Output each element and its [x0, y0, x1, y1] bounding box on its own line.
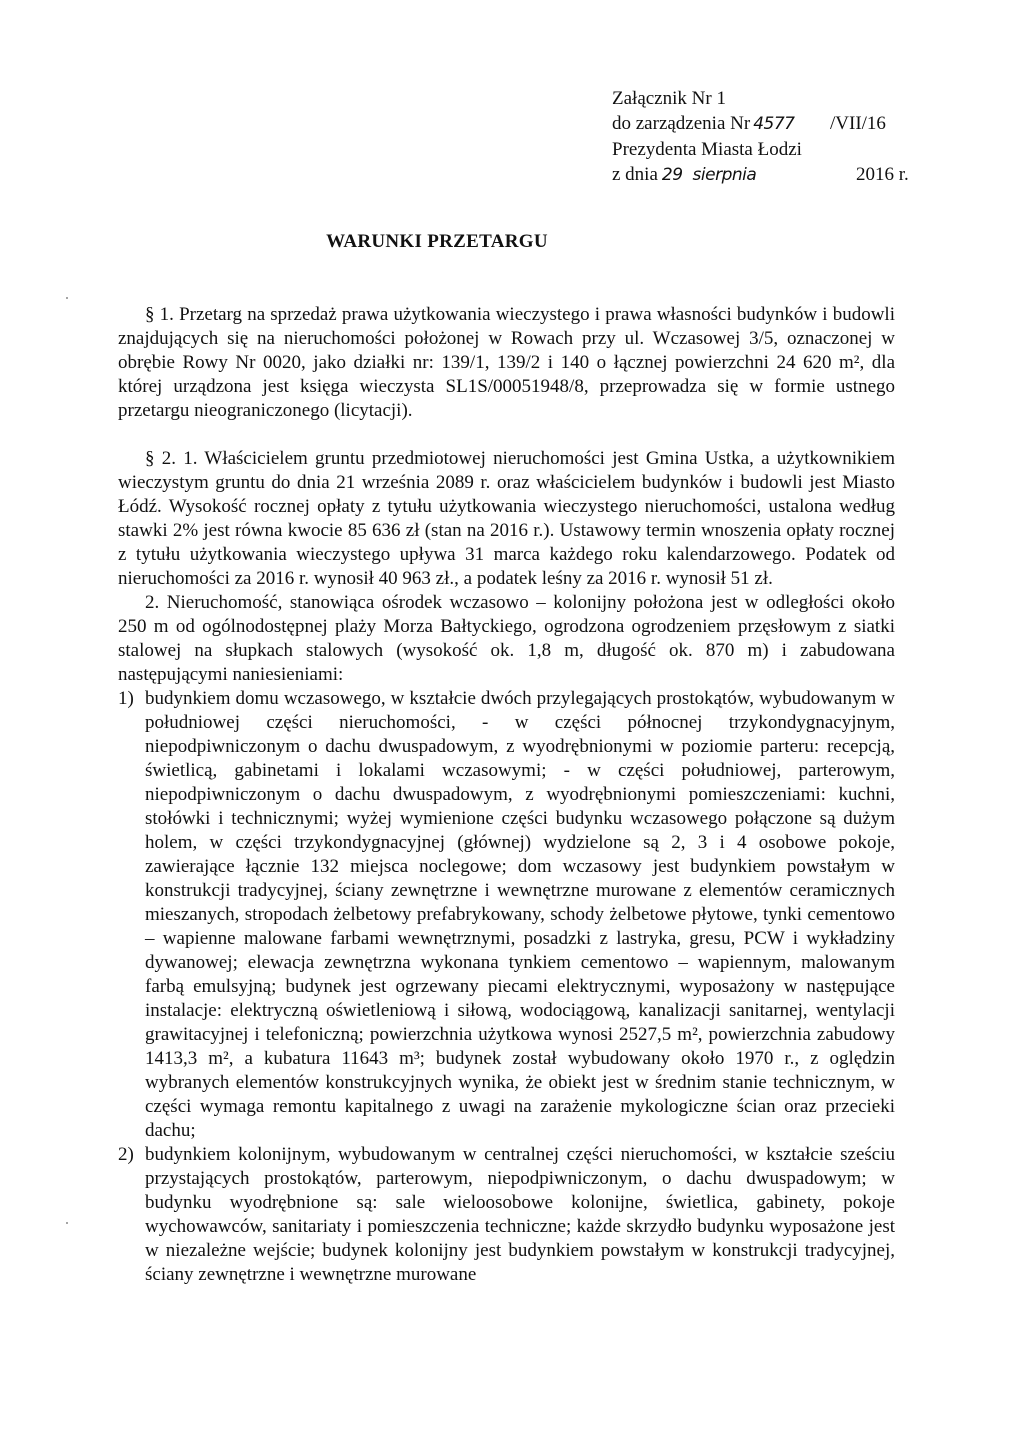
list-item-text: budynkiem kolonijnym, wybudowanym w centralnej części nieruchomości, w kształcie sześciu przystających prostokątów, parterowym, niepodpiwniczonym, o dachu dwuspadowym; w budynku wyodrębnione są: sale wieloosobowe kolonijne, świetlica, gabinety, pokoje wychowawców, sanitariaty i pomieszczenia techniczne; każde skrzydło budynku wyposażone jest w niezależne wejście; budynek kolonijny jest budynkiem powstałym w konstrukcji tradycyjnej, ściany zewnętrzne i wewnętrzne murowane — [145, 1144, 895, 1285]
issuer: Prezydenta Miasta Łodzi — [612, 139, 802, 160]
date-year: 2016 r. — [856, 164, 909, 185]
buildings-list — [118, 687, 895, 1287]
header-line-2 — [612, 111, 932, 137]
handwritten-month: sierpnia — [692, 165, 757, 185]
handwritten-ordinance-number: 4577 — [753, 114, 795, 134]
section-2-paragraph-2: 2. Nieruchomość, stanowiąca ośrodek wczasowo – kolonijny położona jest w odległości około 250 m od ogólnodostępnej plaży Morza Bałtyckiego, ogrodzona ogrodzeniem przęsłowym z siatki stalowej na słupkach stalowych (wysokość ok. 1,8 m, długość ok. 870 m) i zabudowana następującymi naniesieniami: — [118, 592, 895, 685]
scan-speck — [66, 297, 68, 299]
list-item-text: budynkiem domu wczasowego, w kształcie dwóch przylegających prostokątów, wybudowanym w południowej części nieruchomości, - w części północnej trzykondygnacyjnym, niepodpiwniczonym o dachu dwuspadowym, z wyodrębnionymi w poziomie parteru: recepcją, świetlicą, gabinetami i lokalami wczasowymi; - w części południowej, parterowym, niepodpiwniczonym o dachu dwuspadowym, z wyodrębnionymi pomieszczeniami: kuchni, stołówki i technicznymi; wyżej wymienione części budynku wczasowego połączone są dużym holem, w części trzykondygnacyjnej (głównej) wydzielone są 2, 3 i 4 osobowe pokoje, zawierające łącznie 132 miejsca noclegowe; dom wczasowy jest budynkiem powstałym w konstrukcji tradycyjnej, ściany zewnętrzne i wewnętrzne murowane z elementów ceramicznych mieszanych, stropodach żelbetowy prefabrykowany, schody żelbetowe płytowe, tynki cementowo – wapienne malowane farbami wewnętrznymi, posadzki z lastryka, gresu, PCW i wykładziny dywanowej; elewacja zewnętrzna wykonana tynkiem cementowo – wapiennym, malowanym farbą emulsyjną; budynek jest ogrzewany piecami elektrycznymi, wyposażony w następujące instalacje: elektryczną oświetleniową i siłową, wodociągową, kanalizacji sanitarnej, wentylacji grawitacyjnej i telefoniczną; powierzchnia użytkowa wynosi 2527,5 m², powierzchnia zabudowy 1413,3 m², a kubatura 11643 m³; budynek został wybudowany około 1970 r., z oględzin wybranych elementów konstrukcyjnych wynika, że obiekt jest w średnim stanie technicznym, w części wymaga remontu kapitalnego z uwagi na zarażenie mykologiczne ścian oraz przecieki dachu; — [145, 688, 895, 1141]
list-item-number: 1) — [118, 688, 134, 709]
list-item — [118, 687, 895, 1143]
date-prefix: z dnia — [612, 164, 658, 185]
document-title: WARUNKI PRZETARGU — [326, 231, 548, 252]
list-item-number: 2) — [118, 1144, 134, 1165]
header-line-1 — [612, 86, 932, 111]
document-body — [118, 303, 895, 1287]
section-1: § 1. Przetarg na sprzedaż prawa użytkowania wieczystego i prawa własności budynków i budowli znajdujących się na nieruchomości położonej w Rowach przy ul. Wczasowej 3/5, oznaczonej w obrębie Rowy Nr 0020, jako działki nr: 139/1, 139/2 i 140 o łącznej powierzchni 24 620 m², dla której urządzona jest księga wieczysta SL1S/00051948/8, przeprowadza się w formie ustnego przetargu nieograniczonego (licytacji). — [118, 304, 895, 421]
list-item — [118, 1143, 895, 1287]
ordinance-prefix: do zarządzenia Nr — [612, 113, 751, 134]
handwritten-day: 29 — [661, 165, 683, 185]
header-line-4 — [612, 162, 932, 188]
ordinance-suffix: /VII/16 — [830, 113, 886, 134]
section-2-paragraph-1: § 2. 1. Właścicielem gruntu przedmiotowej nieruchomości jest Gmina Ustka, a użytkownikiem wieczystym gruntu do dnia 21 września 2089 r. oraz właścicielem budynków i budowli jest Miasto Łódź. Wysokość rocznej opłaty z tytułu użytkowania wieczystego nieruchomości, ustalona według stawki 2% jest równa kwocie 85 636 zł (stan na 2016 r.). Ustawowy termin wnoszenia opłaty rocznej z tytułu użytkowania wieczystego upływa 31 marca każdego roku kalendarzowego. Podatek od nieruchomości za 2016 r. wynosił 40 963 zł., a podatek leśny za 2016 r. wynosił 51 zł. — [118, 448, 895, 589]
attachment-header — [612, 86, 932, 188]
scan-speck — [66, 1222, 68, 1224]
attachment-number: Załącznik Nr 1 — [612, 88, 726, 109]
header-line-3 — [612, 137, 932, 162]
